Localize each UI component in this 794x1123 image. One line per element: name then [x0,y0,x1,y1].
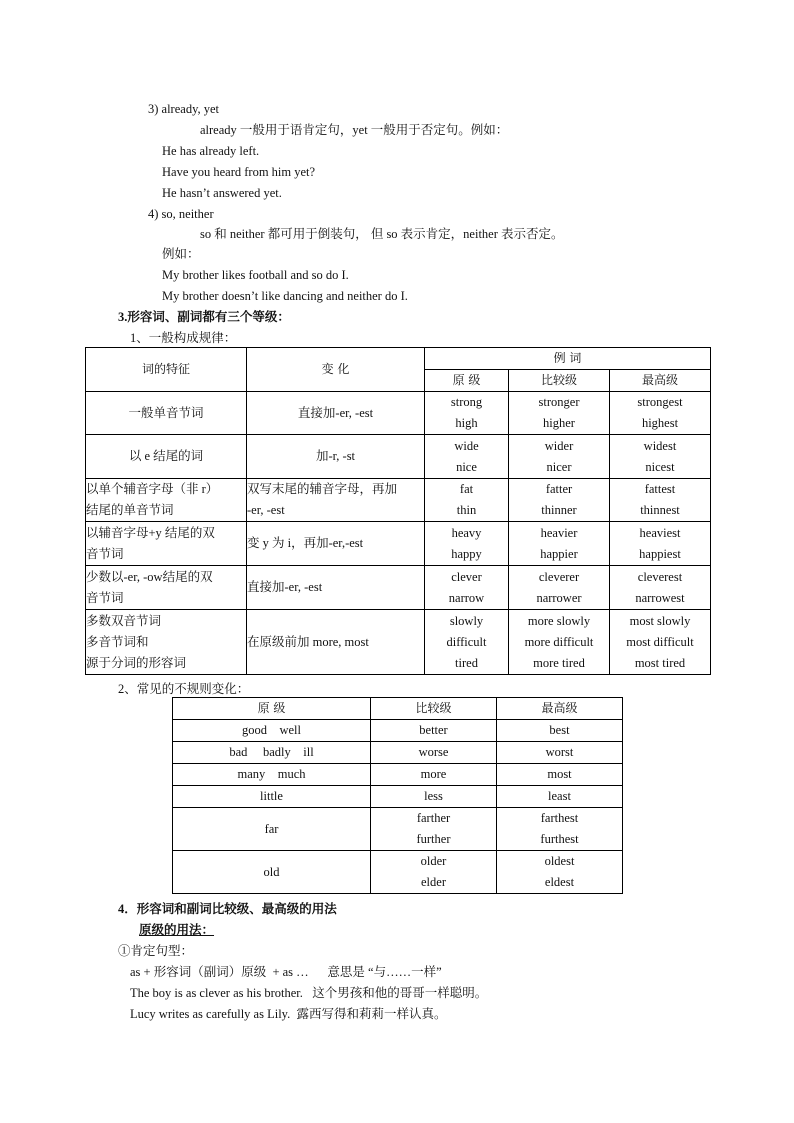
subsection-positive-usage: 原级的用法： [139,923,215,937]
superlative-cell: cleverest narrowest [610,566,711,610]
example-sentence: My brother doesn’t like dancing and neither do I. [162,289,408,303]
subsection-general-rules: 1、一般构成规律： [130,331,237,345]
feature-cell: 多数双音节词 多音节词和 源于分词的形容词 [86,610,247,675]
superlative-cell: least [497,786,623,808]
table-row [173,720,623,742]
table-row [86,566,711,610]
positive-cell: far [173,808,371,851]
subsection-irregular: 2、常见的不规则变化： [118,682,250,696]
header-positive: 原 级 [173,698,371,720]
positive-cell: good well [173,720,371,742]
header-positive: 原 级 [425,370,509,392]
section-title-usage: 4．形容词和副词比较级、最高级的用法 [118,902,337,916]
superlative-cell: most [497,764,623,786]
superlative-cell: heaviest happiest [610,522,711,566]
comparison-rules-table [85,347,711,675]
comparative-cell: heavier happier [509,522,610,566]
pattern-formula: as + 形容词（副词）原级 + as … 意思是 “与……一样” [130,965,442,979]
comparative-cell: more slowly more difficult more tired [509,610,610,675]
header-superlative: 最高级 [610,370,711,392]
superlative-cell: fattest thinnest [610,479,711,522]
superlative-cell: farthest furthest [497,808,623,851]
change-cell: 在原级前加 more, most [247,610,425,675]
comparative-cell: older elder [371,851,497,894]
comparative-cell: worse [371,742,497,764]
positive-cell: many much [173,764,371,786]
comparative-cell: less [371,786,497,808]
example-sentence: Have you heard from him yet? [162,165,316,179]
description-so-neither: so 和 neither 都可用于倒装句， 但 so 表示肯定，neither 表示否定。 [200,227,564,241]
example-sentence: Lucy writes as carefully as Lily. 露西写得和莉莉一样认真。 [130,1007,447,1021]
change-cell: 加-r, -st [247,435,425,479]
section-title-degrees: 3.形容词、副词都有三个等级： [118,310,290,324]
table-row [86,479,711,522]
change-cell: 双写末尾的辅音字母，再加 -er, -est [247,479,425,522]
table-row [173,786,623,808]
positive-cell: heavy happy [425,522,509,566]
comparative-cell: wider nicer [509,435,610,479]
positive-cell: clever narrow [425,566,509,610]
positive-cell: slowly difficult tired [425,610,509,675]
section-heading-so-neither: 4) so, neither [148,207,214,221]
comparative-cell: fatter thinner [509,479,610,522]
superlative-cell: most slowly most difficult most tired [610,610,711,675]
comparative-cell: stronger higher [509,392,610,435]
header-comparative: 比较级 [509,370,610,392]
table-row [173,851,623,894]
change-cell: 变 y 为 i，再加-er,-est [247,522,425,566]
header-examples: 例 词 [425,348,711,370]
comparative-cell: better [371,720,497,742]
superlative-cell: strongest highest [610,392,711,435]
table-row [86,610,711,675]
table-row [86,435,711,479]
description-already-yet: already 一般用于语肯定句，yet 一般用于否定句。例如： [200,123,509,137]
comparative-cell: more [371,764,497,786]
table-row [173,808,623,851]
irregular-forms-table [172,697,623,894]
feature-cell: 以辅音字母+y 结尾的双 音节词 [86,522,247,566]
affirmative-pattern-label: ①肯定句型： [118,944,194,958]
superlative-cell: worst [497,742,623,764]
table-row [86,392,711,435]
feature-cell: 以单个辅音字母（非 r） 结尾的单音节词 [86,479,247,522]
superlative-cell: best [497,720,623,742]
positive-cell: old [173,851,371,894]
positive-cell: strong high [425,392,509,435]
change-cell: 直接加-er, -est [247,392,425,435]
header-feature: 词的特征 [86,348,247,392]
positive-cell: little [173,786,371,808]
example-sentence: My brother likes football and so do I. [162,268,349,282]
header-comparative: 比较级 [371,698,497,720]
table-row [86,522,711,566]
comparative-cell: farther further [371,808,497,851]
positive-cell: bad badly ill [173,742,371,764]
change-cell: 直接加-er, -est [247,566,425,610]
superlative-cell: oldest eldest [497,851,623,894]
example-sentence: The boy is as clever as his brother. 这个男孩和他的哥哥一样聪明。 [130,986,488,1000]
superlative-cell: widest nicest [610,435,711,479]
feature-cell: 一般单音节词 [86,392,247,435]
positive-cell: fat thin [425,479,509,522]
section-heading-already-yet: 3) already, yet [148,102,220,116]
example-sentence: He hasn’t answered yet. [162,186,282,200]
header-change: 变 化 [247,348,425,392]
positive-cell: wide nice [425,435,509,479]
example-sentence: He has already left. [162,144,260,158]
comparative-cell: cleverer narrower [509,566,610,610]
example-label: 例如： [162,247,200,261]
table-row [173,742,623,764]
header-superlative: 最高级 [497,698,623,720]
feature-cell: 以 e 结尾的词 [86,435,247,479]
feature-cell: 少数以-er, -ow结尾的双 音节词 [86,566,247,610]
table-row [173,764,623,786]
